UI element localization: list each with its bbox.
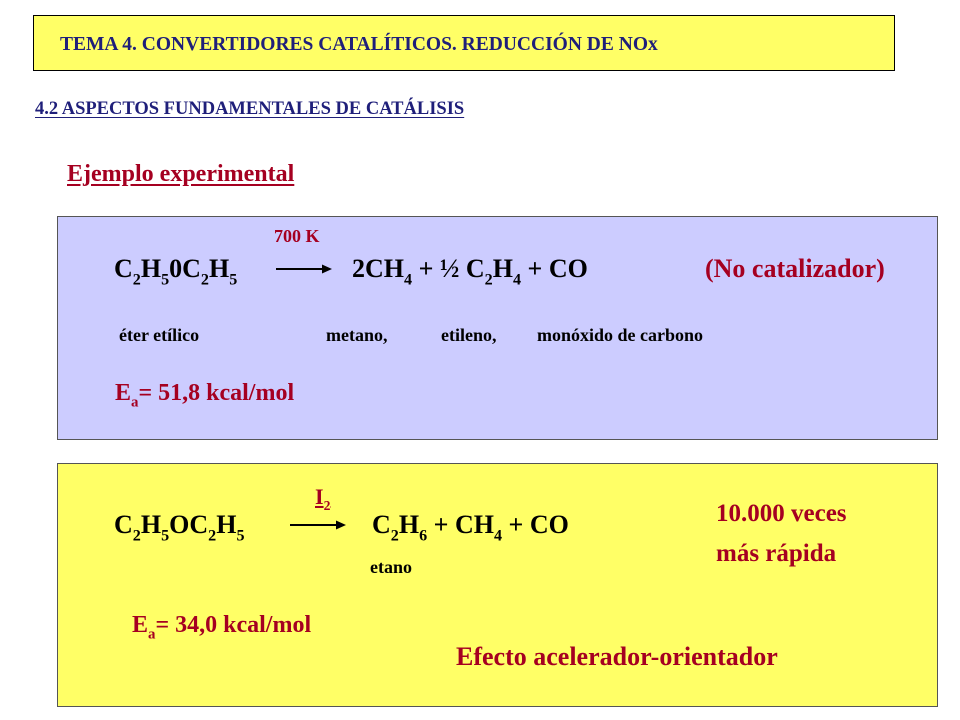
- reaction-arrow-icon: [276, 262, 332, 276]
- catalyst-label: $I_2$: [315, 484, 331, 514]
- reactant-name: éter etílico: [119, 325, 200, 345]
- reaction-arrow-icon: [290, 518, 346, 532]
- product-name-methane: metano,: [326, 325, 388, 345]
- page-title: TEMA 4. CONVERTIDORES CATALÍTICOS. REDUCCIÓN DE NOx: [60, 34, 658, 55]
- reactant-formula-2: $C_2H_5OC_2H_5$: [114, 510, 245, 545]
- reaction-condition: 700 K: [274, 226, 320, 246]
- product-formula-1: $2CH_4$ + ½ $C_2H_4$ + CO: [352, 254, 588, 289]
- product-formula-2: $C_2H_6 + CH_4$ + CO: [372, 510, 569, 545]
- effect-caption: Efecto acelerador-orientador: [456, 642, 778, 671]
- product-name-co: monóxido de carbono: [537, 325, 704, 345]
- speed-line-1: 10.000 veces: [716, 500, 847, 527]
- no-catalyst-note: (No catalizador): [705, 254, 885, 283]
- activation-energy-1: $E_a= 51,8$ kcal/mol: [115, 380, 295, 411]
- reactant-formula-1: $C_2H_50C_2H_5$: [114, 254, 238, 289]
- speed-line-2: más rápida: [716, 540, 837, 567]
- section-subtitle: 4.2 ASPECTOS FUNDAMENTALES DE CATÁLISIS: [35, 99, 465, 119]
- activation-energy-2: $E_a= 34,0$ kcal/mol: [132, 612, 312, 643]
- product-name-ethane: etano: [370, 557, 412, 577]
- example-heading: Ejemplo experimental: [67, 161, 295, 187]
- product-name-ethylene: etileno,: [441, 325, 497, 345]
